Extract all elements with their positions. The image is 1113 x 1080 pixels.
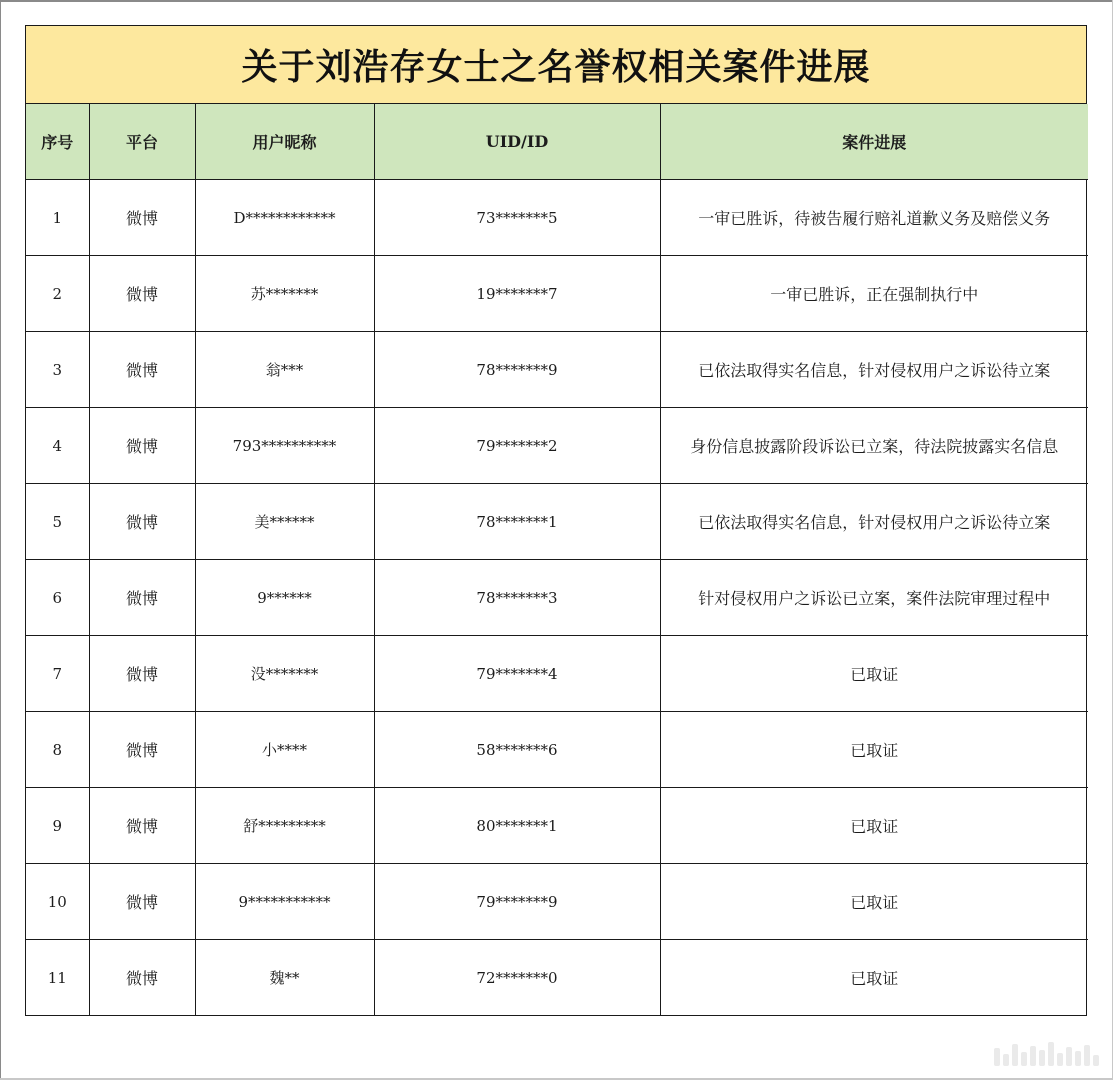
row-nickname: 美****** (195, 484, 374, 560)
header-platform: 平台 (89, 104, 195, 180)
row-progress: 一审已胜诉，正在强制执行中 (660, 256, 1088, 332)
row-no: 5 (26, 484, 89, 560)
row-nickname: D************ (195, 180, 374, 256)
table-row (26, 256, 1088, 332)
table-row (26, 332, 1088, 408)
row-progress: 已取证 (660, 788, 1088, 864)
row-platform: 微博 (89, 256, 195, 332)
row-progress: 身份信息披露阶段诉讼已立案，待法院披露实名信息 (660, 408, 1088, 484)
row-nickname: 舒********* (195, 788, 374, 864)
row-uid: 78*******3 (374, 560, 660, 636)
row-no: 9 (26, 788, 89, 864)
table-row (26, 864, 1088, 940)
row-no: 8 (26, 712, 89, 788)
row-platform: 微博 (89, 484, 195, 560)
sheet-title: 关于刘浩存女士之名誉权相关案件进展 (26, 26, 1086, 104)
row-progress: 已依法取得实名信息，针对侵权用户之诉讼待立案 (660, 484, 1088, 560)
row-uid: 78*******1 (374, 484, 660, 560)
row-progress: 已取证 (660, 940, 1088, 1016)
row-nickname: 小**** (195, 712, 374, 788)
header-no: 序号 (26, 104, 89, 180)
row-progress: 已取证 (660, 712, 1088, 788)
frame-left-edge (0, 0, 1, 1080)
row-no: 6 (26, 560, 89, 636)
row-progress: 已取证 (660, 636, 1088, 712)
table-row (26, 712, 1088, 788)
row-no: 7 (26, 636, 89, 712)
row-uid: 72*******0 (374, 940, 660, 1016)
row-uid: 73*******5 (374, 180, 660, 256)
row-platform: 微博 (89, 560, 195, 636)
row-no: 3 (26, 332, 89, 408)
row-uid: 80*******1 (374, 788, 660, 864)
header-progress: 案件进展 (660, 104, 1088, 180)
row-nickname: 9*********** (195, 864, 374, 940)
row-nickname: 翁*** (195, 332, 374, 408)
row-progress: 已依法取得实名信息，针对侵权用户之诉讼待立案 (660, 332, 1088, 408)
row-progress: 一审已胜诉，待被告履行赔礼道歉义务及赔偿义务 (660, 180, 1088, 256)
table-row (26, 408, 1088, 484)
table-row (26, 788, 1088, 864)
row-uid: 19*******7 (374, 256, 660, 332)
frame-top-edge (0, 0, 1113, 2)
row-no: 2 (26, 256, 89, 332)
table-row (26, 940, 1088, 1016)
row-platform: 微博 (89, 636, 195, 712)
row-nickname: 9****** (195, 560, 374, 636)
row-uid: 79*******2 (374, 408, 660, 484)
table-row (26, 636, 1088, 712)
case-progress-sheet (25, 25, 1087, 1016)
row-platform: 微博 (89, 864, 195, 940)
row-no: 11 (26, 940, 89, 1016)
row-platform: 微博 (89, 788, 195, 864)
row-no: 10 (26, 864, 89, 940)
row-no: 4 (26, 408, 89, 484)
table-row (26, 484, 1088, 560)
row-nickname: 没******* (195, 636, 374, 712)
row-uid: 58*******6 (374, 712, 660, 788)
row-progress: 针对侵权用户之诉讼已立案，案件法院审理过程中 (660, 560, 1088, 636)
row-nickname: 魏** (195, 940, 374, 1016)
row-no: 1 (26, 180, 89, 256)
row-platform: 微博 (89, 712, 195, 788)
row-platform: 微博 (89, 940, 195, 1016)
watermark-logo (994, 1042, 1099, 1066)
row-platform: 微博 (89, 408, 195, 484)
header-nickname: 用户昵称 (195, 104, 374, 180)
row-nickname: 793********** (195, 408, 374, 484)
row-uid: 79*******4 (374, 636, 660, 712)
row-uid: 79*******9 (374, 864, 660, 940)
header-row (26, 104, 1088, 180)
table-row (26, 180, 1088, 256)
row-uid: 78*******9 (374, 332, 660, 408)
row-platform: 微博 (89, 180, 195, 256)
row-nickname: 苏******* (195, 256, 374, 332)
table-row (26, 560, 1088, 636)
row-platform: 微博 (89, 332, 195, 408)
row-progress: 已取证 (660, 864, 1088, 940)
case-table (26, 104, 1088, 1015)
header-uid: UID/ID (374, 104, 660, 180)
